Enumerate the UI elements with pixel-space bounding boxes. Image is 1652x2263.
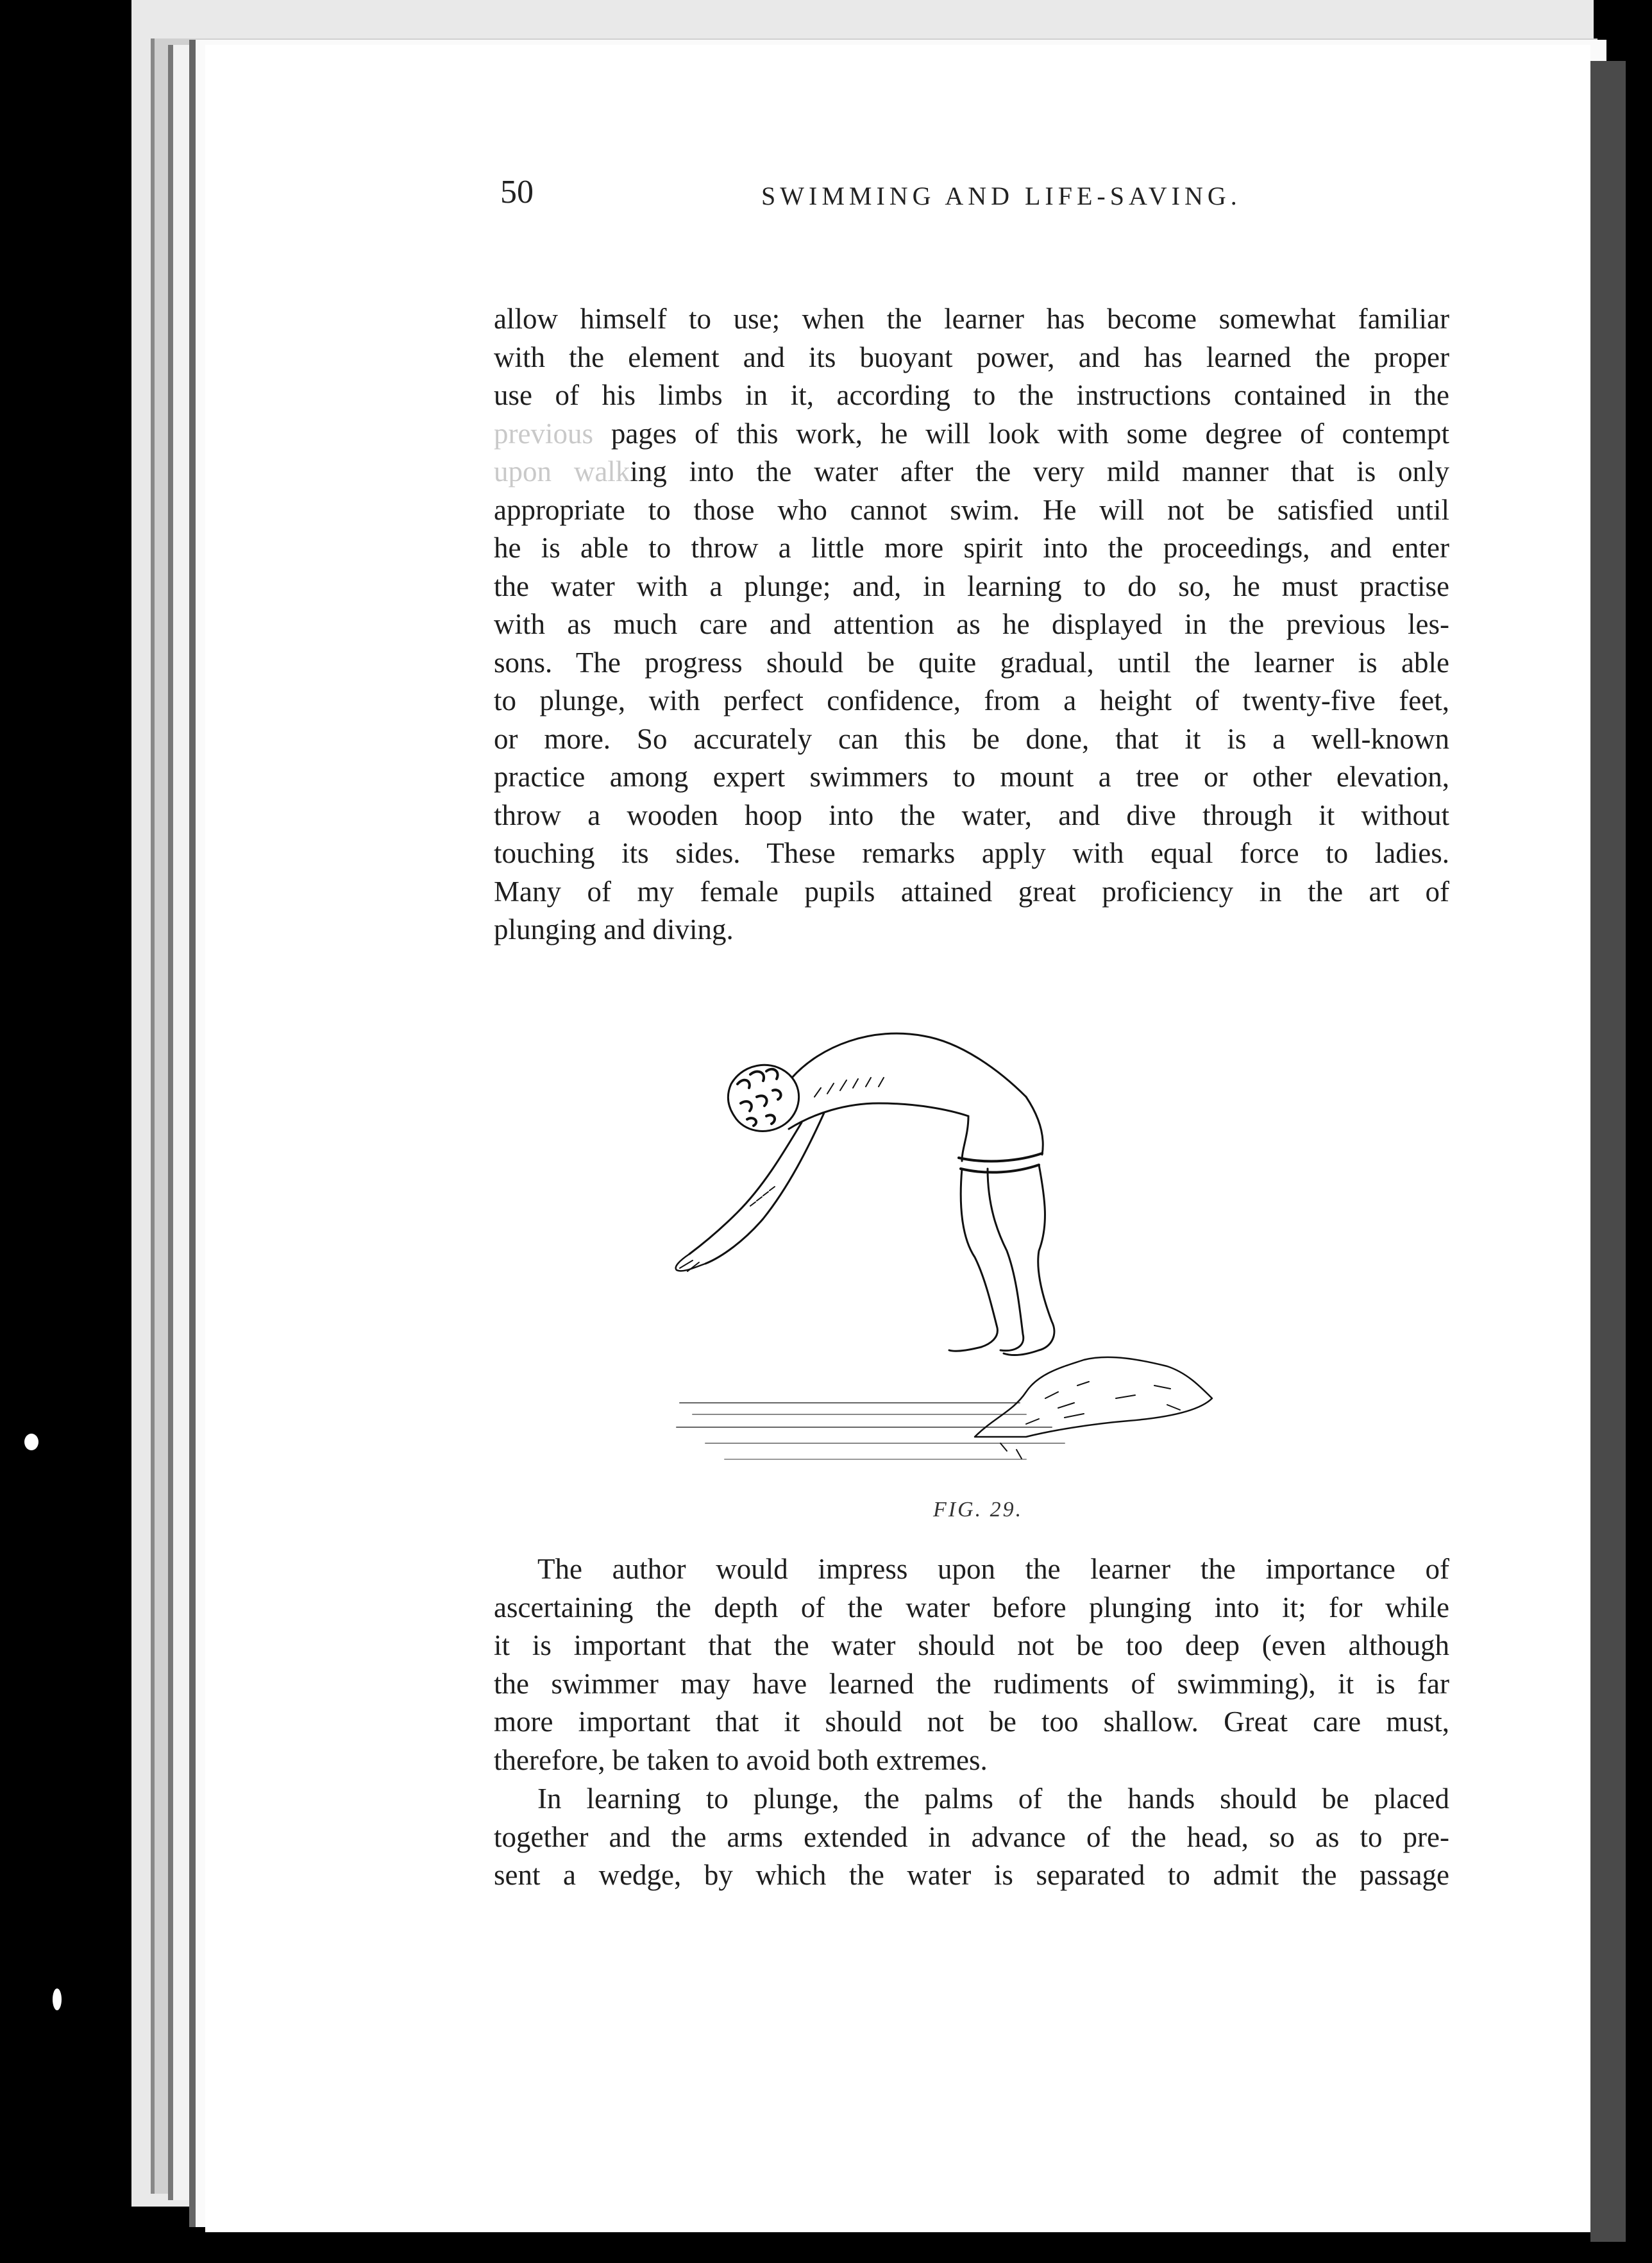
text-fragment: ing xyxy=(630,455,667,487)
scan-speck xyxy=(53,1988,62,2010)
paragraph-plunging-intro xyxy=(494,300,1449,949)
text-line: throw a wooden hoop into the water, and dive through it without xyxy=(494,799,1449,831)
figure-caption: FIG. 29. xyxy=(933,1498,1024,1521)
text-line: use of his limbs in it, according to the instructions contained in the xyxy=(494,379,1449,411)
text-line: together and the arms extended in advance of the head, so as to pre- xyxy=(494,1820,1449,1853)
running-title: SWIMMING AND LIFE-SAVING. xyxy=(761,182,1242,210)
text-line xyxy=(494,453,1449,491)
text-line: touching its sides. These remarks apply with equal force to ladies. xyxy=(494,837,1449,869)
text-line: it is important that the water should not be too deep (even although xyxy=(494,1629,1449,1661)
scan-speck xyxy=(24,1434,38,1450)
text-line: more important that it should not be too shallow. Great care must, xyxy=(494,1706,1449,1738)
text-line: Many of my female pupils attained great proficiency in the art of xyxy=(494,875,1449,908)
book-cover-edge xyxy=(1590,61,1626,2242)
text-fragment: pages of this work, he will look with some degree of contempt xyxy=(611,417,1450,450)
text-line: The author would impress upon the learner the importance of xyxy=(537,1553,1449,1585)
text-line: therefore, be taken to avoid both extremes. xyxy=(494,1743,988,1776)
text-line: sent a wedge, by which the water is separated to admit the passage xyxy=(494,1859,1449,1891)
figure-plunging-man xyxy=(667,1001,1263,1475)
text-line: allow himself to use; when the learner has become somewhat familiar xyxy=(494,303,1449,335)
text-line: he is able to throw a little more spirit into the proceedings, and enter xyxy=(494,532,1449,564)
text-line: practice among expert swimmers to mount a tree or other elevation, xyxy=(494,761,1449,793)
text-line xyxy=(494,415,1449,453)
faint-word: walk xyxy=(573,455,630,487)
text-line: plunging and diving. xyxy=(494,913,734,945)
text-line: or more. So accurately can this be done, that it is a well-known xyxy=(494,722,1449,755)
text-line: with the element and its buoyant power, and has learned the proper xyxy=(494,341,1449,373)
running-head xyxy=(500,173,1652,231)
text-line: with as much care and attention as he displayed in the previous les- xyxy=(494,608,1449,640)
text-line: In learning to plunge, the palms of the hands should be placed xyxy=(537,1783,1449,1815)
text-line: to plunge, with perfect confidence, from a height of twenty-five feet, xyxy=(494,684,1449,716)
paragraph-plunge-technique xyxy=(494,1780,1449,1895)
text-line: the swimmer may have learned the rudiments of swimming), it is far xyxy=(494,1667,1449,1700)
text-line: appropriate to those who cannot swim. He will not be satisfied until xyxy=(494,493,1449,526)
paragraph-depth-warning xyxy=(494,1550,1449,1779)
faint-word: previous xyxy=(494,417,593,450)
page-number: 50 xyxy=(500,174,534,210)
text-line: sons. The progress should be quite gradual, until the learner is able xyxy=(494,646,1449,679)
faint-word: upon xyxy=(494,455,552,487)
text-line: the water with a plunge; and, in learning to do so, he must practise xyxy=(494,570,1449,602)
text-fragment: into the water after the very mild manner that is only xyxy=(689,455,1450,487)
text-line: ascertaining the depth of the water before plunging into it; for while xyxy=(494,1591,1449,1623)
